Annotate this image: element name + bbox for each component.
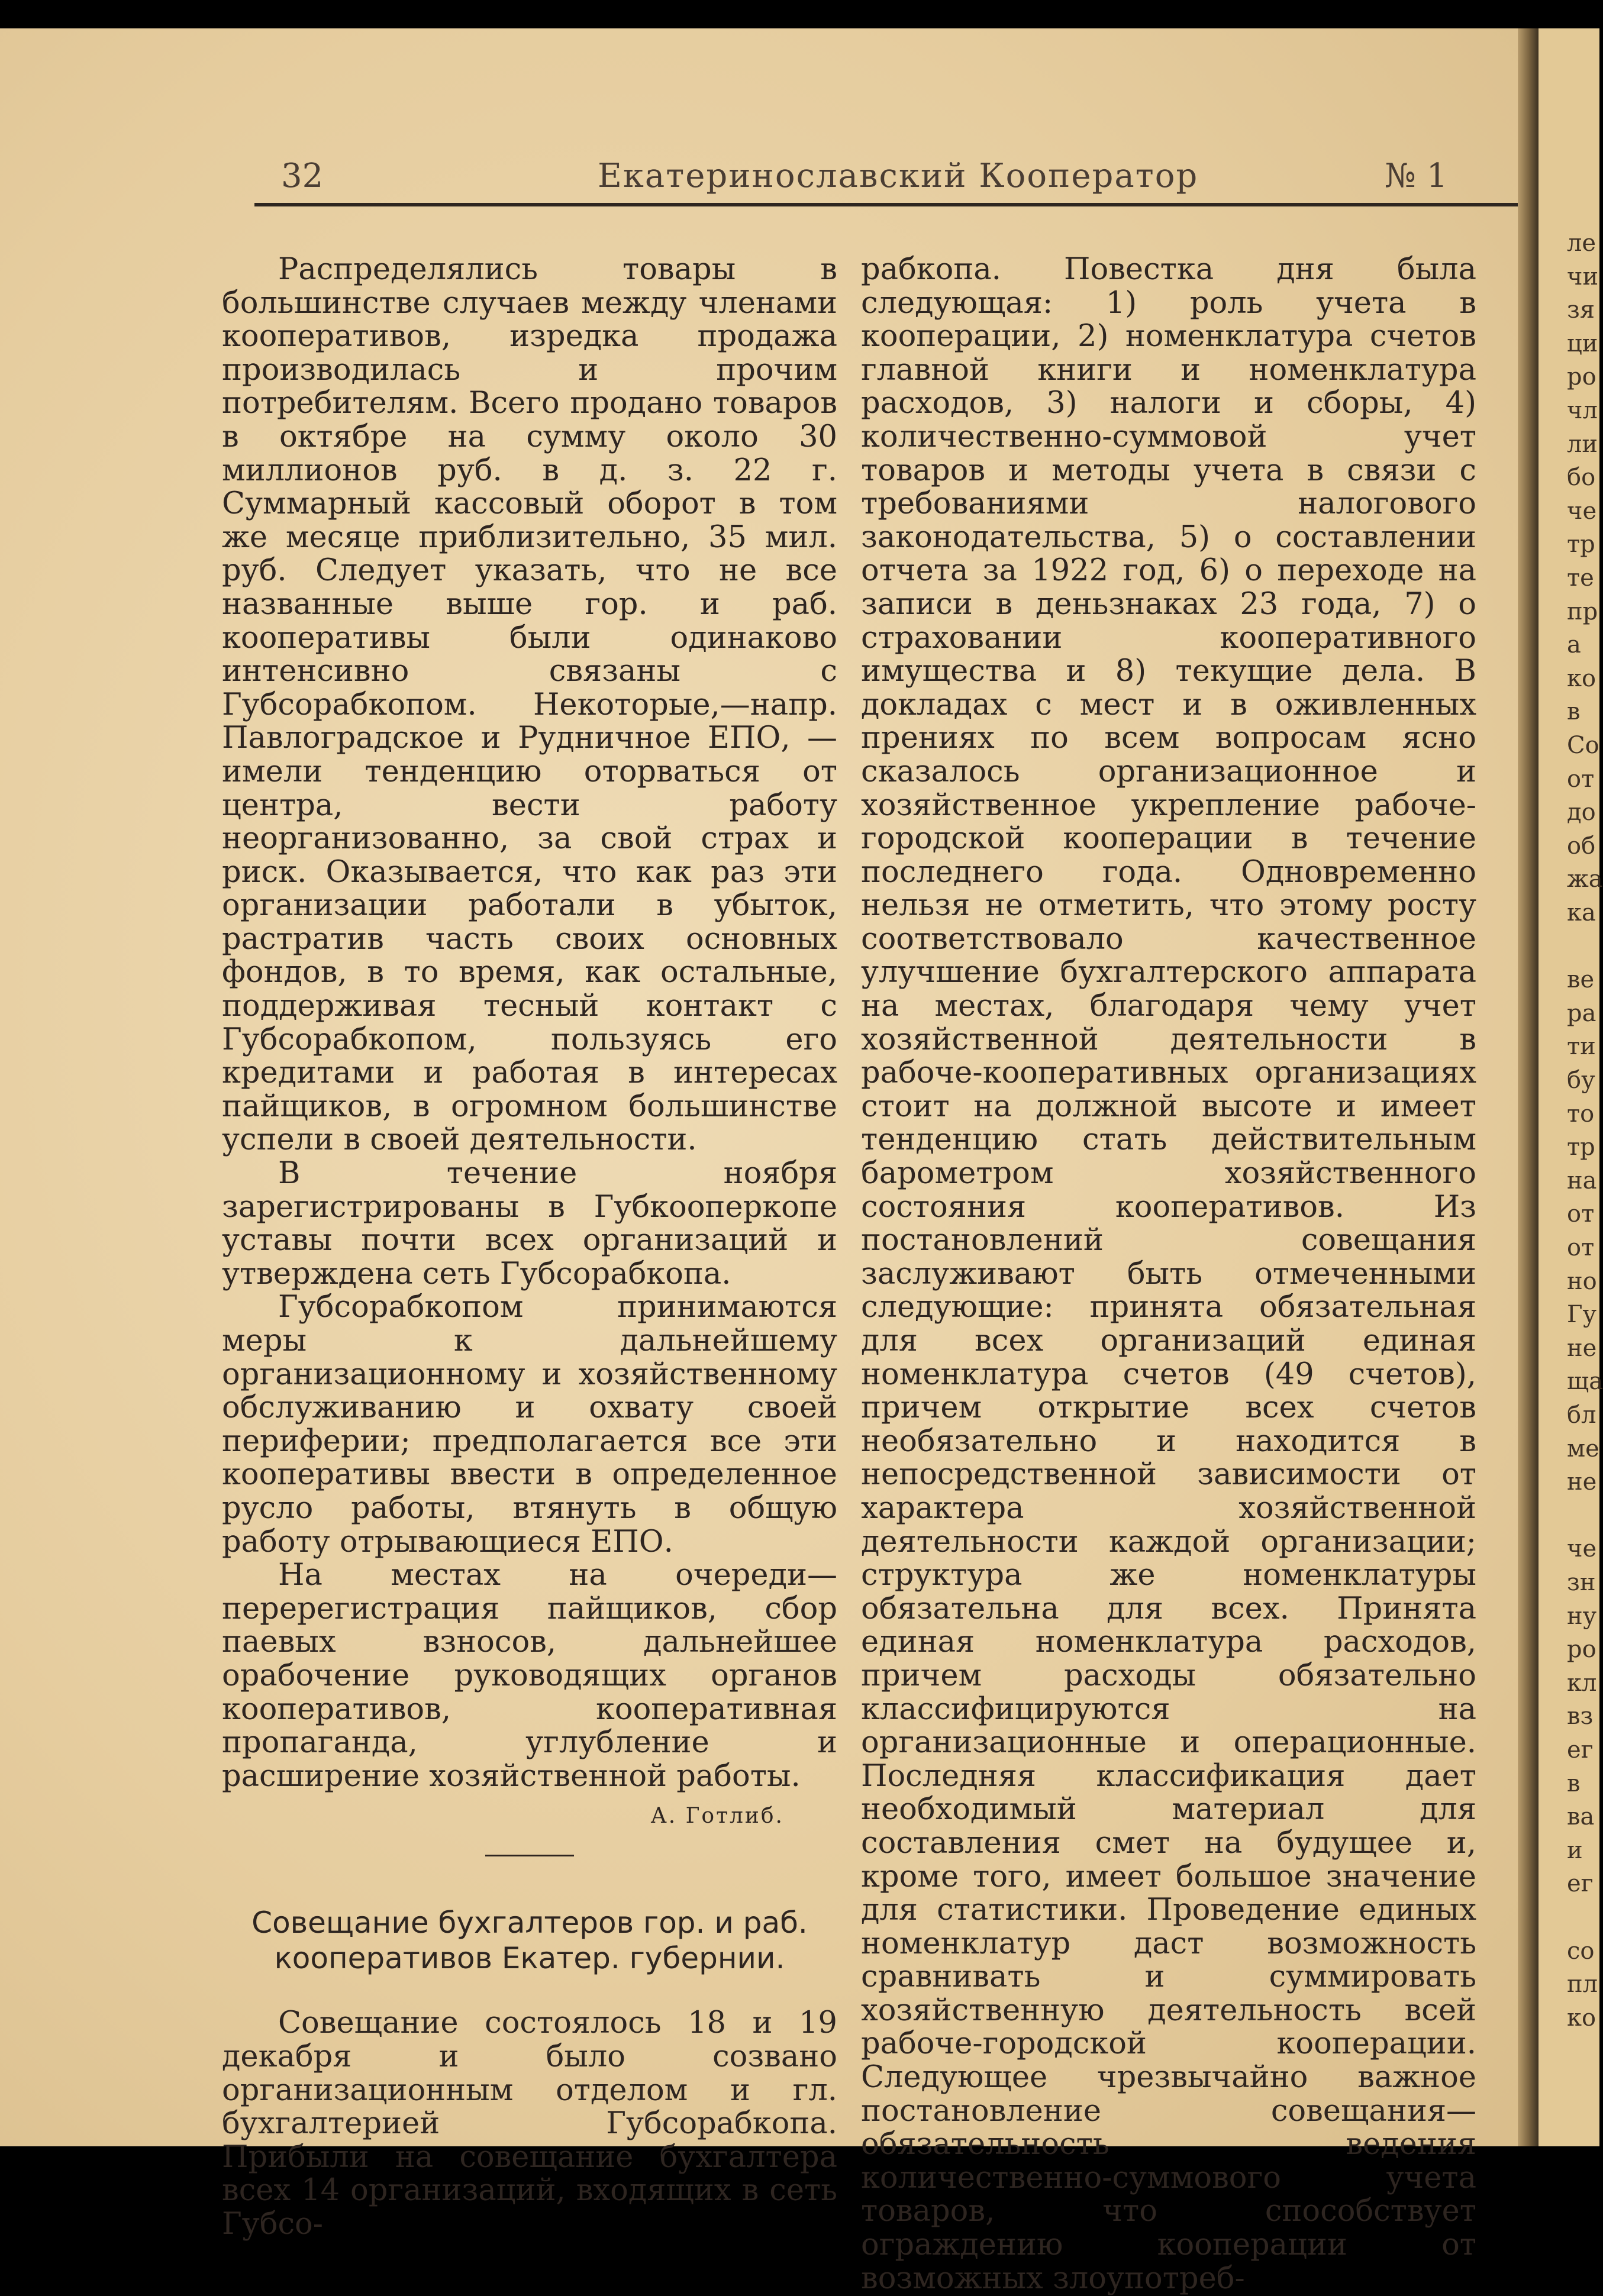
adjacent-page-fragment: ко	[1567, 2004, 1596, 2032]
author-signature: А. Готлиб.	[650, 1804, 784, 1829]
adjacent-page-fragment: ег	[1567, 1736, 1594, 1764]
adjacent-page-fragment: ну	[1567, 1602, 1597, 1630]
adjacent-page-fragment: ци	[1567, 330, 1598, 357]
adjacent-page-fragment: от	[1567, 1234, 1595, 1261]
adjacent-page-fragment: от	[1567, 765, 1595, 793]
header-rule	[254, 203, 1521, 206]
adjacent-page-fragment: и	[1567, 1836, 1583, 1864]
adjacent-page-edge	[1539, 28, 1603, 2146]
adjacent-page-fragment: ме	[1567, 1435, 1599, 1462]
paragraph: Губсорабкопом принимаются меры к дальнейшему организационному и хозяйственному обслуживанию и охвату своей периферии; предполагается все эти кооперативы ввести в определенное русло работы, втянуть в общую работу отрывающиеся ЕПО.	[222, 1290, 837, 1559]
adjacent-page-fragment: ти	[1567, 1033, 1596, 1061]
adjacent-page-fragment: ро	[1567, 1636, 1596, 1664]
paragraph: Распределялись товары в большинстве случаев между членами кооперативов, изредка продажа производилась и прочим потребителям. Всего продано товаров в октябре на сумму около 30 миллионов руб. в д. з. 22 г. Суммарный кассовый оборот в том же месяце приблизительно, 35 мил. руб. Следует указать, что не все названные выше гор. и раб. кооперативы были одинаково интенсивно связаны с Губсорабкопом. Некоторые,—напр. Павлоградское и Рудничное ЕПО, — имели тенденцию оторваться от центра, вести работу неорганизованно, за свой страх и риск. Оказывается, что как раз эти организации работали в убыток, растратив часть своих основных фондов, в то время, как остальные, поддерживая тесный контакт с Губсорабкопом, пользуясь его кредитами и работая в интересах пайщиков, в огромном большинстве успели в своей деятельности.	[222, 252, 837, 1158]
adjacent-page-fragment	[1567, 1901, 1602, 1934]
adjacent-page-fragment: не	[1567, 1334, 1597, 1362]
adjacent-page-fragment: вз	[1567, 1703, 1594, 1730]
adjacent-page-fragment: ле	[1567, 230, 1596, 257]
adjacent-page-fragment: чи	[1567, 263, 1599, 290]
adjacent-page-fragment: зя	[1567, 296, 1595, 324]
adjacent-page-fragment: со	[1567, 1937, 1595, 1965]
adjacent-page-fragment: жа	[1567, 866, 1603, 893]
adjacent-page-fragment: ве	[1567, 966, 1595, 994]
adjacent-page-fragment: но	[1567, 1267, 1597, 1295]
adjacent-page-fragment: кл	[1567, 1669, 1597, 1697]
adjacent-page-fragment: пр	[1567, 598, 1598, 625]
page-gutter	[1518, 28, 1541, 2146]
adjacent-page-fragment: бл	[1567, 1402, 1596, 1429]
paragraph: В течение ноября зарегистрированы в Губкооперкопе уставы почти всех организаций и утверждена сеть Губсорабкопа.	[222, 1156, 837, 1291]
paragraph: рабкопа. Повестка дня была следующая: 1) роль учета в кооперации, 2) номенклатура счетов главной книги и номенклатура расходов, 3) налоги и сборы, 4) количественно-суммовой учет товаров и методы учета в связи с требованиями налогового законодательства, 5) о составлении отчета за 1922 год, 6) о переходе на записи в деньзнаках 23 года, 7) о страховании кооперативного имущества и 8) текущие дела. В докладах с мест и в оживленных прениях по всем вопросам ясно сказалось организационное и хозяйственное укрепление рабоче-городской кооперации в течение последнего года. Одновременно нельзя не отметить, что этому росту соответствовало качественное улучшение бухгалтерского аппарата на местах, благодаря чему учет хозяйственной деятельности в рабоче-кооперативных организациях стоит на должной высоте и имеет тенденцию стать действительным барометром хозяйственного состояния кооперативов. Из постановлений совещания заслуживают быть отмеченными следующие: принята обязательная для всех организаций единая номенклатура счетов (49 счетов), причем открытие всех счетов необязательно и находится в непосредственной зависимости от характера хозяйственной деятельности каждой организации; структура же номенклатуры обязательна для всех. Принята единая номенклатура расходов, причем расходы обязательно классифицируются на организационные и операционные. Последняя классификация дает необходимый материал для составления смет на будущее и, кроме того, имеет большое значение для статистики. Проведение единых номенклатур даст возможность сравнивать и суммировать хозяйственную деятельность всей рабоче-городской кооперации. Следующее чрезвычайно важное постановление совещания—обязательность ведения количественно-суммового учета товаров, что способствует ограждению кооперации от возможных злоупотреб-	[861, 252, 1476, 2296]
adjacent-page-fragment: ро	[1567, 363, 1596, 391]
article-title: Совещание бухгалтеров гор. и раб. кооперативов Екатер. губернии.	[251, 1906, 808, 1976]
adjacent-page-fragment: то	[1567, 1100, 1595, 1128]
adjacent-page-fragment: Гу	[1567, 1301, 1597, 1329]
adjacent-page-fragment: тр	[1567, 531, 1595, 558]
adjacent-page-fragment: Со	[1567, 732, 1599, 759]
paragraph: Совещание состоялось 18 и 19 декабря и было созвано организационным отделом и гл. бухгалтерией Губсорабкопа. Прибыли на совещание бухгалтера всех 14 организаций, входящих в сеть Губсо-	[222, 2006, 837, 2242]
adjacent-page-fragment: зн	[1567, 1569, 1596, 1596]
adjacent-page-fragment: об	[1567, 832, 1596, 860]
adjacent-page-fragment: тр	[1567, 1134, 1595, 1161]
adjacent-page-fragment	[1567, 930, 1602, 963]
adjacent-page-fragment: в	[1567, 698, 1581, 726]
adjacent-page-fragment: ко	[1567, 664, 1596, 692]
adjacent-page-fragment: а	[1567, 631, 1581, 659]
document-page	[0, 28, 1539, 2296]
adjacent-page-fragment: бо	[1567, 464, 1596, 492]
left-column	[222, 253, 837, 2241]
paragraph: На местах на очереди—перерегистрация пайщиков, сбор паевых взносов, дальнейшее орабочение руководящих органов кооперативов, кооперативная пропаганда, углубление и расширение хозяйственной работы.	[222, 1558, 837, 1794]
adjacent-page-fragment: ли	[1567, 430, 1598, 458]
issue-number: № 1	[1385, 157, 1448, 195]
adjacent-page-fragment: че	[1567, 497, 1597, 525]
adjacent-page-fragment: ра	[1567, 999, 1596, 1027]
page-number: 32	[281, 157, 324, 195]
adjacent-page-fragment: ва	[1567, 1803, 1595, 1831]
section-divider	[485, 1855, 574, 1856]
adjacent-page-fragment: те	[1567, 564, 1594, 592]
adjacent-page-fragment: чл	[1567, 397, 1598, 424]
adjacent-page-fragment: че	[1567, 1535, 1597, 1563]
page-header	[254, 144, 1521, 209]
adjacent-page-fragment: пл	[1567, 1971, 1598, 1998]
running-title: Екатеринославский Кооператор	[598, 157, 1199, 195]
adjacent-page-fragment: ег	[1567, 1870, 1594, 1898]
adjacent-page-fragment: ща	[1567, 1368, 1603, 1396]
adjacent-page-fragment: бу	[1567, 1067, 1595, 1094]
adjacent-page-fragment: до	[1567, 799, 1596, 826]
right-column	[861, 253, 1476, 2295]
adjacent-page-fragment: ка	[1567, 899, 1596, 926]
adjacent-page-fragment: не	[1567, 1468, 1597, 1496]
adjacent-page-fragment: от	[1567, 1200, 1595, 1228]
adjacent-page-fragment: на	[1567, 1167, 1597, 1194]
adjacent-page-fragment: в	[1567, 1769, 1581, 1797]
adjacent-page-fragment	[1567, 1499, 1602, 1532]
